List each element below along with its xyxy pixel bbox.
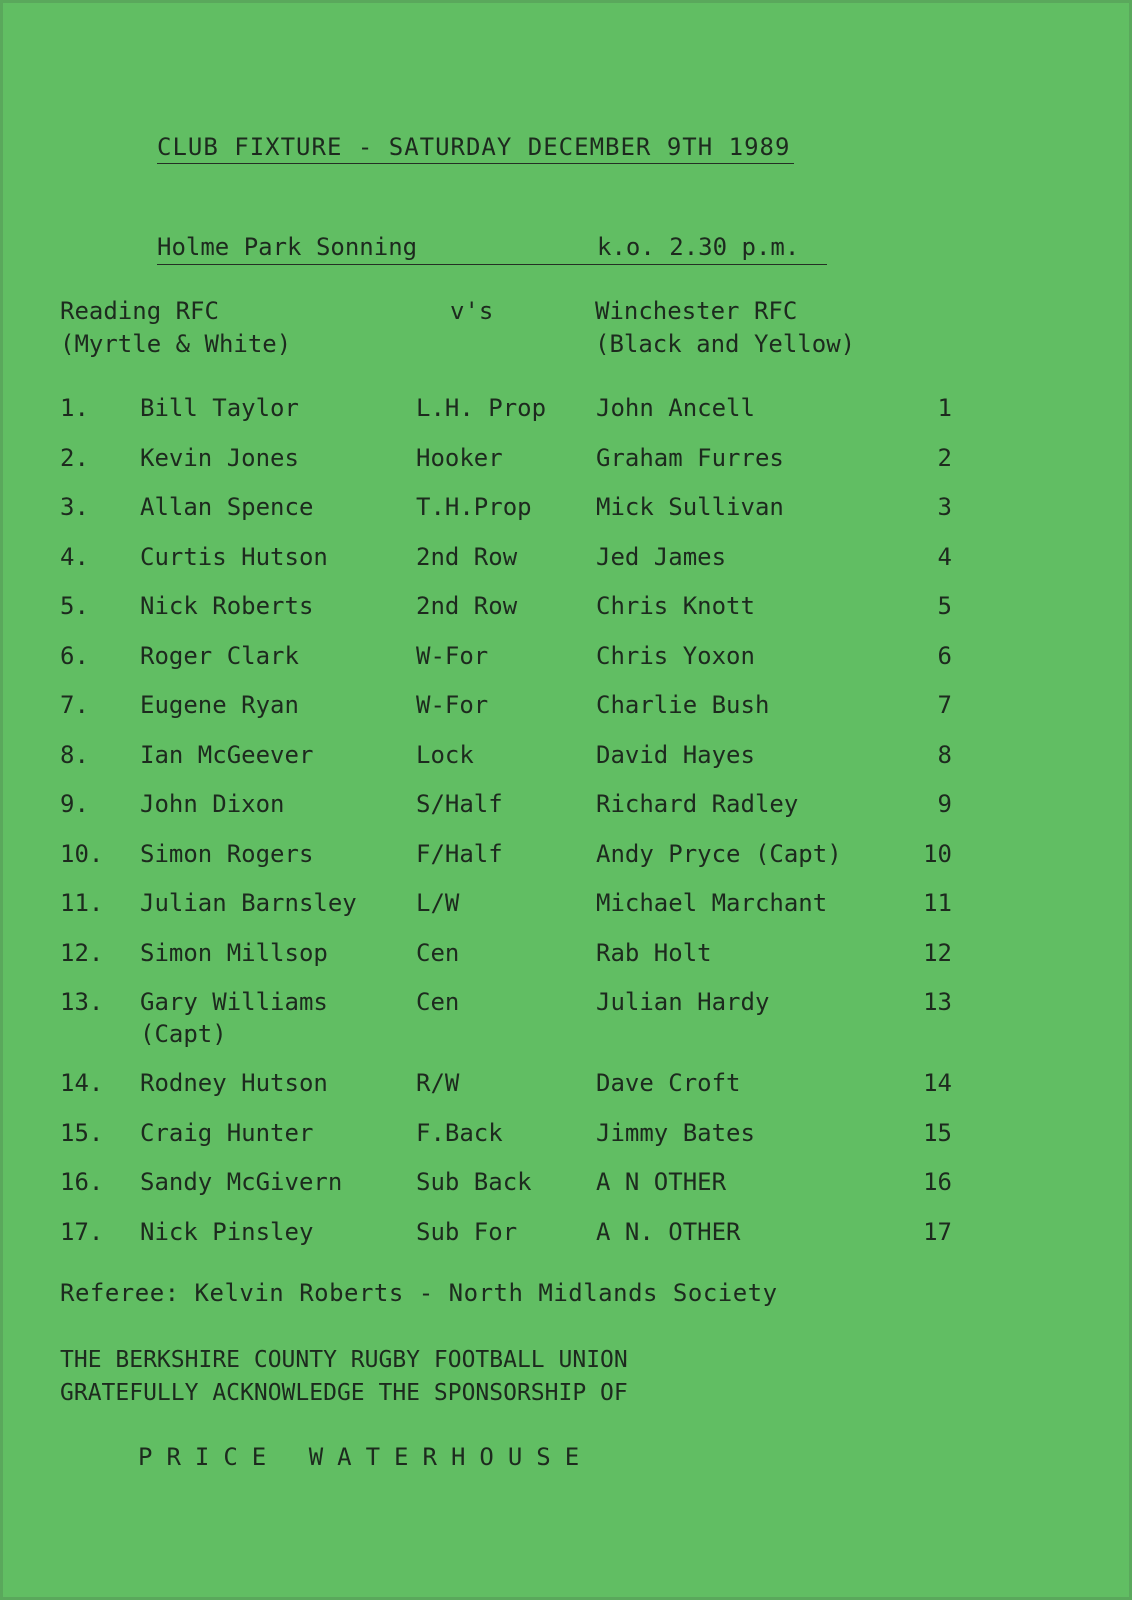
away-player-number: 4 [937, 542, 952, 571]
away-player-number: 11 [923, 889, 952, 917]
away-player: A N OTHER [596, 1168, 727, 1196]
away-player: Rab Holt [596, 938, 712, 967]
away-player: A N. OTHER [596, 1217, 741, 1246]
player-number: 1. [60, 394, 89, 422]
fixture-title: CLUB FIXTURE - SATURDAY DECEMBER 9TH 1989 [157, 131, 794, 164]
lineup-row [0, 1216, 1132, 1266]
player-position: F.Back [416, 1118, 503, 1147]
away-player: John Ancell [596, 394, 755, 422]
player-position: Cen [416, 988, 460, 1016]
player-position: Sub For [416, 1217, 518, 1246]
player-position: Hooker [416, 443, 503, 472]
away-player: Chris Knott [596, 592, 755, 620]
away-team [595, 295, 855, 361]
home-player: Gary Williams (Capt) [140, 988, 328, 1048]
player-number: 11. [60, 889, 104, 917]
player-number: 10. [60, 839, 104, 868]
away-player: Michael Marchant [596, 889, 828, 917]
player-number: 8. [60, 740, 89, 769]
lineup-row [0, 937, 1132, 987]
home-team-name: Reading RFC [60, 297, 219, 325]
player-number: 12. [60, 938, 104, 967]
player-number: 13. [60, 988, 104, 1016]
away-team-colours: (Black and Yellow) [595, 330, 856, 358]
away-player-number: 10 [923, 839, 952, 868]
home-player: Kevin Jones [140, 443, 299, 472]
home-player: Simon Millsop [140, 938, 328, 967]
lineup-row [0, 838, 1132, 888]
away-player: Jed James [596, 542, 727, 571]
lineup-row [0, 442, 1132, 492]
player-position: Cen [416, 938, 460, 967]
referee: Referee: Kelvin Roberts - North Midlands Society [60, 1279, 778, 1307]
lineup-row [0, 1117, 1132, 1167]
away-player: Julian Hardy [596, 988, 770, 1016]
venue-line [157, 230, 827, 265]
player-number: 2. [60, 443, 89, 472]
away-player-number: 8 [937, 740, 952, 769]
player-position: L/W [416, 889, 460, 917]
away-player: Chris Yoxon [596, 641, 755, 670]
player-position: R/W [416, 1069, 460, 1097]
sponsor-line-2: GRATEFULLY ACKNOWLEDGE THE SPONSORSHIP OF [60, 1380, 628, 1406]
lineup-row [0, 739, 1132, 789]
sponsor-acknowledgement [60, 1344, 628, 1410]
away-player: Jimmy Bates [596, 1118, 755, 1147]
away-player-number: 6 [937, 641, 952, 670]
player-position: L.H. Prop [416, 394, 547, 422]
player-number: 14. [60, 1069, 104, 1097]
away-player-number: 12 [923, 938, 952, 967]
away-player: Dave Croft [596, 1069, 741, 1097]
sponsor-line-1: THE BERKSHIRE COUNTY RUGBY FOOTBALL UNION [60, 1347, 628, 1373]
player-position: W-For [416, 641, 489, 670]
lineup-row [0, 392, 1132, 442]
lineup-row [0, 1067, 1132, 1117]
player-number: 16. [60, 1168, 104, 1196]
player-position: Sub Back [416, 1168, 532, 1196]
player-number: 17. [60, 1217, 104, 1246]
home-player: Craig Hunter [140, 1118, 314, 1147]
player-position: S/Half [416, 790, 503, 818]
player-position: W-For [416, 691, 489, 719]
venue: Holme Park Sonning [157, 233, 418, 261]
away-player-number: 1 [937, 394, 952, 422]
home-player: Nick Pinsley [140, 1217, 314, 1246]
team-lineup [0, 392, 1132, 1265]
away-player-number: 14 [923, 1069, 952, 1097]
lineup-row [0, 541, 1132, 591]
home-player: John Dixon [140, 790, 285, 818]
player-number: 6. [60, 641, 89, 670]
home-player: Nick Roberts [140, 592, 314, 620]
lineup-row [0, 887, 1132, 937]
away-player: Mick Sullivan [596, 493, 784, 521]
away-player: Charlie Bush [596, 691, 770, 719]
home-player: Curtis Hutson [140, 542, 328, 571]
versus-label: v's [450, 297, 494, 325]
lineup-row [0, 491, 1132, 541]
player-number: 15. [60, 1118, 104, 1147]
away-player-number: 16 [923, 1168, 952, 1196]
home-player: Julian Barnsley [140, 889, 357, 917]
player-number: 3. [60, 493, 89, 521]
lineup-row [0, 640, 1132, 690]
lineup-row [0, 788, 1132, 838]
player-position: 2nd Row [416, 542, 518, 571]
away-player-number: 15 [923, 1118, 952, 1147]
home-player: Sandy McGivern [140, 1168, 343, 1196]
lineup-row [0, 986, 1132, 1067]
home-player: Rodney Hutson [140, 1069, 328, 1097]
away-player: David Hayes [596, 740, 755, 769]
away-player-number: 2 [937, 443, 952, 472]
away-player: Richard Radley [596, 790, 799, 818]
away-player-number: 7 [937, 691, 952, 719]
home-team [60, 295, 291, 361]
home-player: Allan Spence [140, 493, 314, 521]
lineup-row [0, 590, 1132, 640]
lineup-row [0, 1166, 1132, 1216]
away-player-number: 13 [923, 988, 952, 1016]
lineup-row [0, 689, 1132, 739]
away-player: Andy Pryce (Capt) [596, 839, 842, 868]
away-player-number: 17 [923, 1217, 952, 1246]
away-player-number: 5 [937, 592, 952, 620]
away-team-name: Winchester RFC [595, 297, 798, 325]
home-player: Simon Rogers [140, 839, 314, 868]
player-number: 5. [60, 592, 89, 620]
home-player: Bill Taylor [140, 394, 299, 422]
home-team-colours: (Myrtle & White) [60, 330, 292, 358]
player-position: Lock [416, 740, 474, 769]
player-number: 9. [60, 790, 89, 818]
home-player: Eugene Ryan [140, 691, 299, 719]
away-player-number: 9 [937, 790, 952, 818]
home-player: Ian McGeever [140, 740, 314, 769]
player-position: F/Half [416, 839, 503, 868]
sponsor-name: PRICE WATERHOUSE [138, 1443, 594, 1471]
player-position: 2nd Row [416, 592, 518, 620]
away-player-number: 3 [937, 493, 952, 521]
home-player: Roger Clark [140, 641, 299, 670]
away-player: Graham Furres [596, 443, 784, 472]
kickoff-time: k.o. 2.30 p.m. [597, 233, 800, 261]
player-number: 7. [60, 691, 89, 719]
player-position: T.H.Prop [416, 493, 532, 521]
player-number: 4. [60, 542, 89, 571]
